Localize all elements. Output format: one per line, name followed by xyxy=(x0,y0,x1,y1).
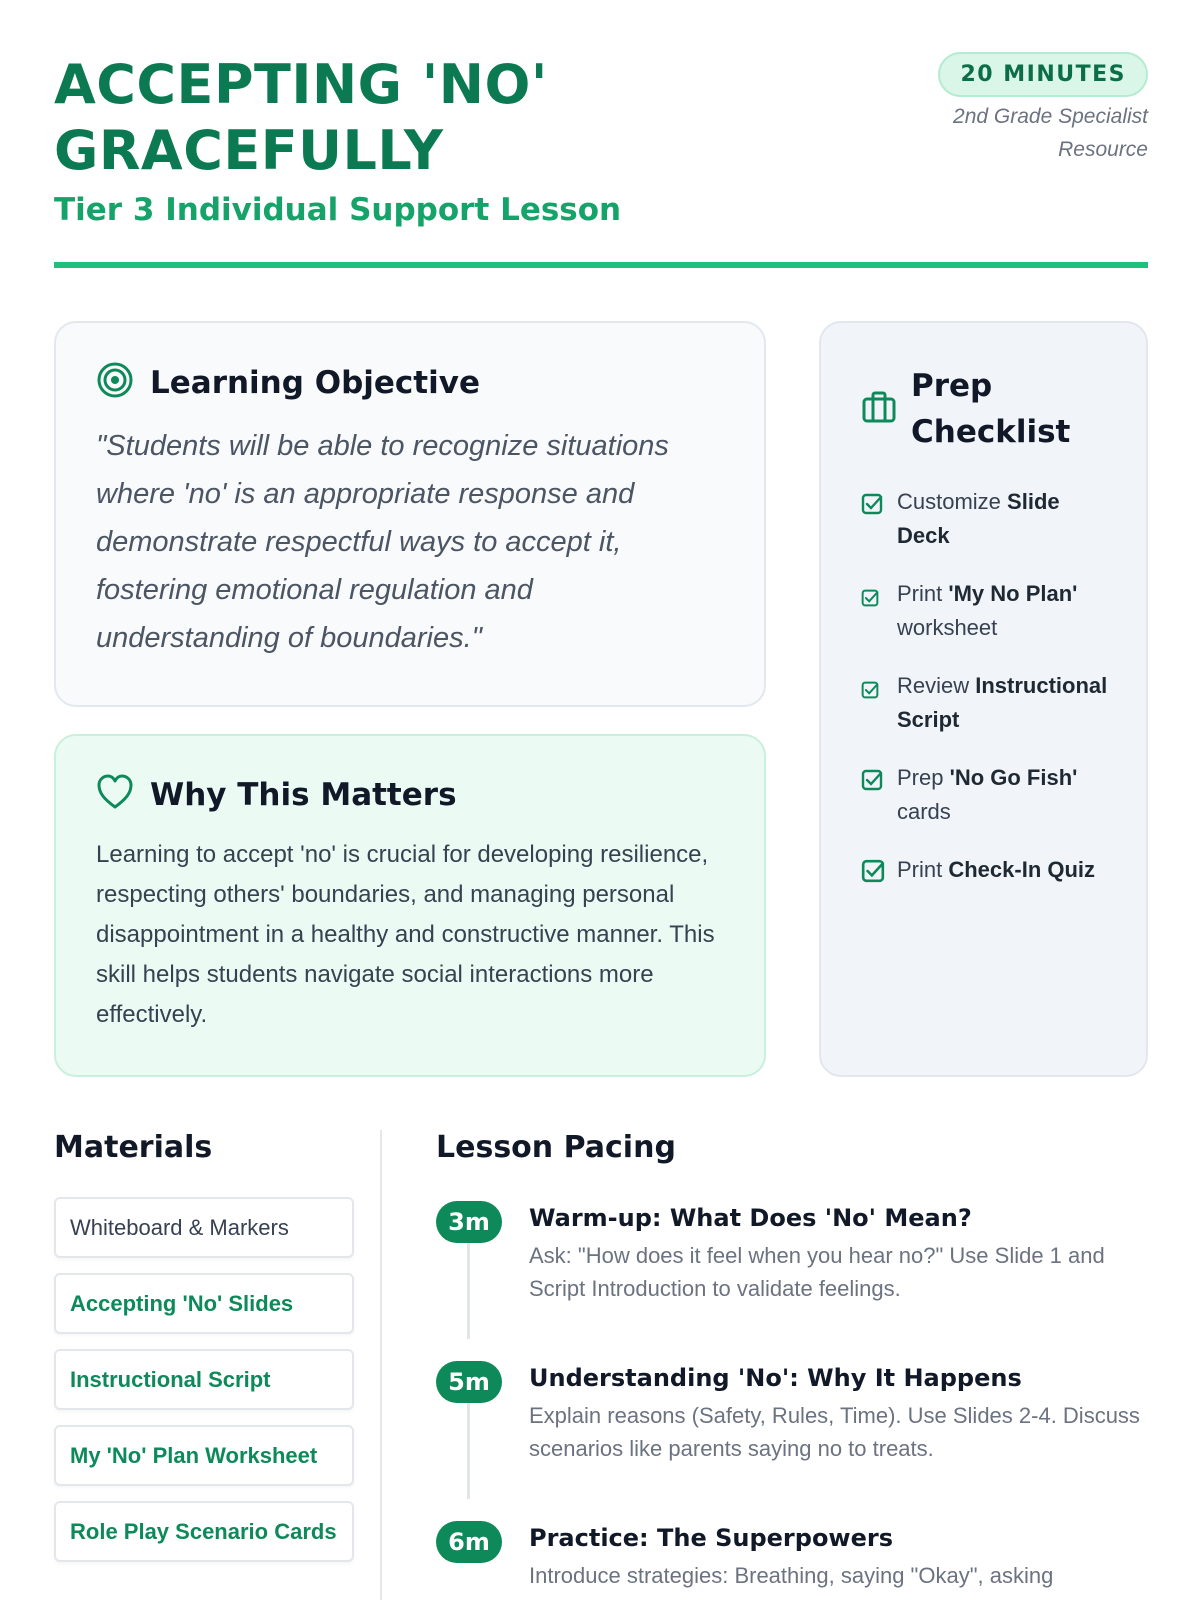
material-item: Whiteboard & Markers xyxy=(54,1197,354,1258)
checkbox-checked-icon[interactable] xyxy=(861,491,885,553)
materials-section xyxy=(54,1130,354,1577)
materials-list xyxy=(54,1197,354,1562)
prep-checklist-title: Prep Checklist xyxy=(911,368,1071,450)
checklist-item[interactable] xyxy=(861,577,1118,645)
step-title: Practice: The Superpowers xyxy=(529,1524,893,1552)
checkbox-checked-icon[interactable] xyxy=(861,859,885,893)
learning-objective-title: Learning Objective xyxy=(150,364,480,401)
checklist-item[interactable] xyxy=(861,761,1118,829)
why-this-matters-title: Why This Matters xyxy=(150,776,457,813)
checkbox-checked-icon[interactable] xyxy=(861,675,885,737)
checkbox-checked-icon[interactable] xyxy=(861,583,885,645)
learning-objective-card xyxy=(54,321,766,707)
checklist-item-text: Print Check-In Quiz xyxy=(897,857,1096,882)
timeline-connector xyxy=(467,1243,470,1339)
checklist-item[interactable] xyxy=(861,485,1118,553)
step-duration-badge: 6m xyxy=(436,1521,502,1563)
target-icon xyxy=(96,361,134,404)
lesson-title: ACCEPTING 'NO' GRACEFULLY xyxy=(54,53,548,182)
pacing-step xyxy=(436,1201,1148,1361)
checkbox-checked-icon[interactable] xyxy=(861,767,885,829)
learning-objective-header xyxy=(96,361,724,404)
why-this-matters-header xyxy=(96,774,724,815)
pacing-timeline xyxy=(436,1201,1148,1600)
audience-label: 2nd Grade Specialist Resource xyxy=(953,105,1148,161)
learning-objective-text: "Students will be able to recognize situations where 'no' is an appropriate response and demonstrate respectful ways to accept it, fostering emotional regulation and understanding of boundaries." xyxy=(96,430,669,654)
lesson-subtitle: Tier 3 Individual Support Lesson xyxy=(54,192,622,228)
step-duration-badge: 3m xyxy=(436,1201,502,1243)
pacing-step xyxy=(436,1361,1148,1521)
pacing-step xyxy=(436,1521,1148,1600)
checklist-item-text: Print 'My No Plan' worksheet xyxy=(897,581,1078,640)
section-divider xyxy=(380,1130,382,1600)
prep-checklist-card xyxy=(819,321,1148,1077)
material-link[interactable]: My 'No' Plan Worksheet xyxy=(54,1425,354,1486)
why-this-matters-text: Learning to accept 'no' is crucial for developing resilience, respecting others' boundaries, and managing personal disappointment in a healthy and constructive manner. This skill helps students navigate social interactions more effectively. xyxy=(96,841,715,1028)
material-link[interactable]: Role Play Scenario Cards xyxy=(54,1501,354,1562)
step-title: Understanding 'No': Why It Happens xyxy=(529,1364,1022,1392)
prep-checklist-header xyxy=(861,363,1118,455)
heart-icon xyxy=(96,774,134,815)
lesson-pacing-section xyxy=(436,1130,1148,1600)
checklist-item-text: Review Instructional Script xyxy=(897,673,1108,732)
lesson-pacing-title: Lesson Pacing xyxy=(436,1130,676,1165)
checklist-item-text: Customize Slide Deck xyxy=(897,489,1060,548)
lesson-header xyxy=(54,52,1148,268)
prep-checklist-list xyxy=(861,485,1118,893)
step-description: Ask: "How does it feel when you hear no?" Use Slide 1 and Script Introduction to validate feelings. xyxy=(529,1243,1105,1301)
step-description: Explain reasons (Safety, Rules, Time). Use Slides 2-4. Discuss scenarios like parents saying no to treats. xyxy=(529,1403,1140,1461)
checklist-item[interactable] xyxy=(861,853,1118,893)
briefcase-icon xyxy=(861,390,897,429)
step-description: Introduce strategies: Breathing, saying "Okay", asking xyxy=(529,1563,1054,1588)
duration-badge: 20 MINUTES xyxy=(938,52,1148,97)
materials-title: Materials xyxy=(54,1130,213,1165)
checklist-item-text: Prep 'No Go Fish' cards xyxy=(897,765,1078,824)
step-duration-badge: 5m xyxy=(436,1361,502,1403)
step-title: Warm-up: What Does 'No' Mean? xyxy=(529,1204,972,1232)
why-this-matters-card xyxy=(54,734,766,1077)
material-link[interactable]: Accepting 'No' Slides xyxy=(54,1273,354,1334)
timeline-connector xyxy=(467,1403,470,1499)
checklist-item[interactable] xyxy=(861,669,1118,737)
material-link[interactable]: Instructional Script xyxy=(54,1349,354,1410)
